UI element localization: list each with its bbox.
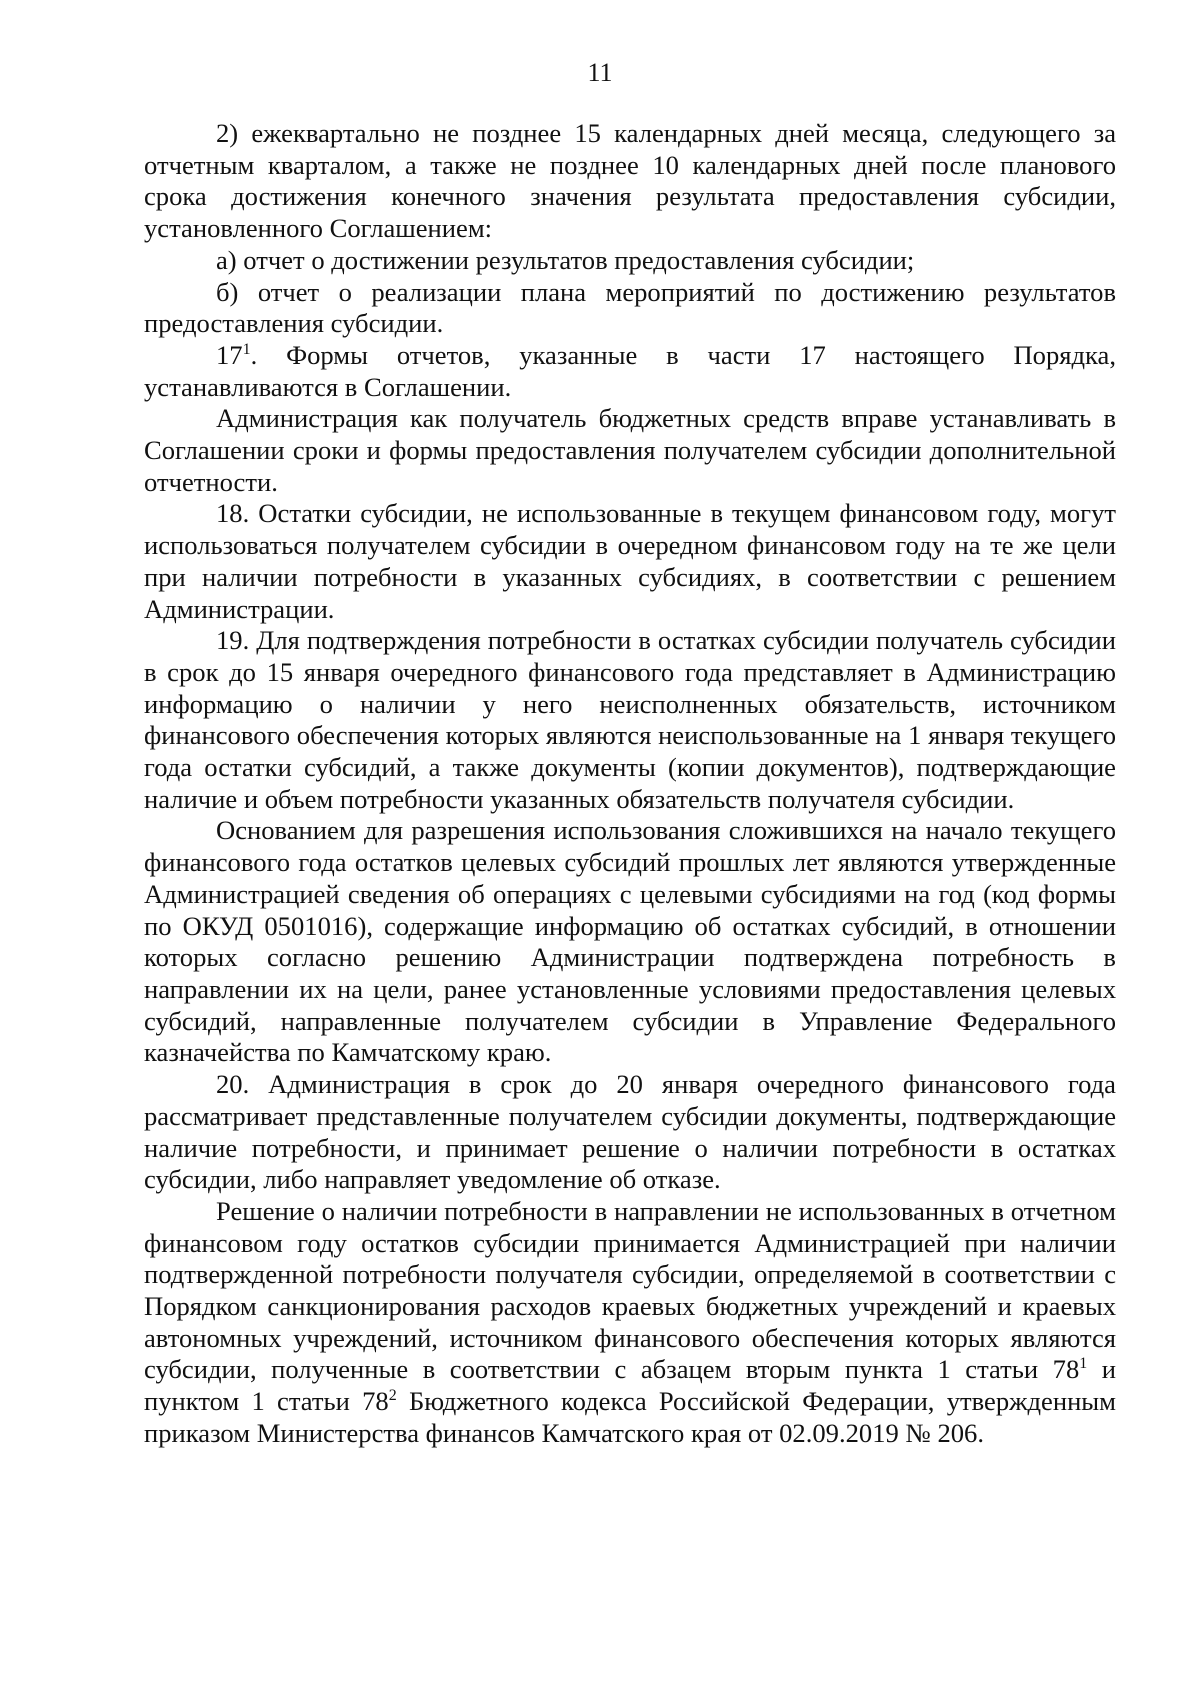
clause-text: . Формы отчетов, указанные в части 17 настоящего Порядка, устанавливаются в Соглашении. [144,339,1116,402]
paragraph-18: 18. Остатки субсидии, не использованные в текущем финансовом году, могут использоваться получателем субсидии в очередном финансовом году на те же цели при наличии потребности в указанных субсидиях, в соответствии с решением Администрации. [144,498,1116,624]
decision-text-end: Бюджетного кодекса Российской Федерации, утвержденным приказом Министерства финансов Камчатского края от 02.09.2019 № 206. [144,1386,1116,1448]
decision-text-start: Решение о наличии потребности в направлении не использованных в отчетном финансовом году остатков субсидии принимается Администрацией при наличии подтвержденной потребности получателя субсидии, определяемой в соответствии с Порядком санкционирования расходов краевых бюджетных учреждений и краевых автономных учреждений, источником финансового обеспечения которых являются субсидии, полученные в соответствии с абзацем вторым пункта 1 статьи 78 [144,1195,1116,1385]
superscript: 2 [388,1387,397,1405]
superscript: 1 [242,341,251,359]
page-number: 11 [587,58,613,87]
paragraph-report-a: а) отчет о достижении результатов предоставления субсидии; [216,244,915,275]
paragraph-decision [144,1196,1116,1450]
decision-text-middle: и пунктом 1 статьи 78 [144,1354,1116,1417]
clause-number: 17 [216,339,243,370]
superscript: 1 [1079,1355,1088,1373]
paragraph-17-1 [144,340,1116,403]
paragraph-grounds: Основанием для разрешения использования сложившихся на начало текущего финансового года остатков целевых субсидий прошлых лет являются утвержденные Администрацией сведения об операциях с целевыми субсидиями на год (код формы по ОКУД 0501016), содержащие информацию об остатках субсидий, в отношении которых согласно решению Администрации подтверждена потребность в направлении их на цели, ранее установленные условиями предоставления целевых субсидий, направленные получателем субсидии в Управление Федерального казначейства по Камчатскому краю. [144,815,1116,1068]
paragraph-additional-reporting: Администрация как получатель бюджетных средств вправе устанавливать в Соглашении сроки и формы предоставления получателем субсидии дополнительной отчетности. [144,403,1116,497]
paragraph-19: 19. Для подтверждения потребности в остатках субсидии получатель субсидии в срок до 15 января очередного финансового года представляет в Администрацию информацию о наличии у него неисполненных обязательств, источником финансового обеспечения которых являются неиспользованные на 1 января текущего года остатки субсидий, а также документы (копии документов), подтверждающие наличие и объем потребности указанных обязательств получателя субсидии. [144,625,1116,814]
paragraph-quarterly-reporting: 2) ежеквартально не позднее 15 календарных дней месяца, следующего за отчетным кварталом, а также не позднее 10 календарных дней после планового срока достижения конечного значения результата предоставления субсидии, установленного Соглашением: [144,118,1116,244]
paragraph-20: 20. Администрация в срок до 20 января очередного финансового года рассматривает представленные получателем субсидии документы, подтверждающие наличие потребности, и принимает решение о наличии потребности в остатках субсидии, либо направляет уведомление об отказе. [144,1069,1116,1195]
paragraph-report-b: б) отчет о реализации плана мероприятий по достижению результатов предоставления субсидии. [144,276,1116,339]
document-body [144,118,1116,1450]
